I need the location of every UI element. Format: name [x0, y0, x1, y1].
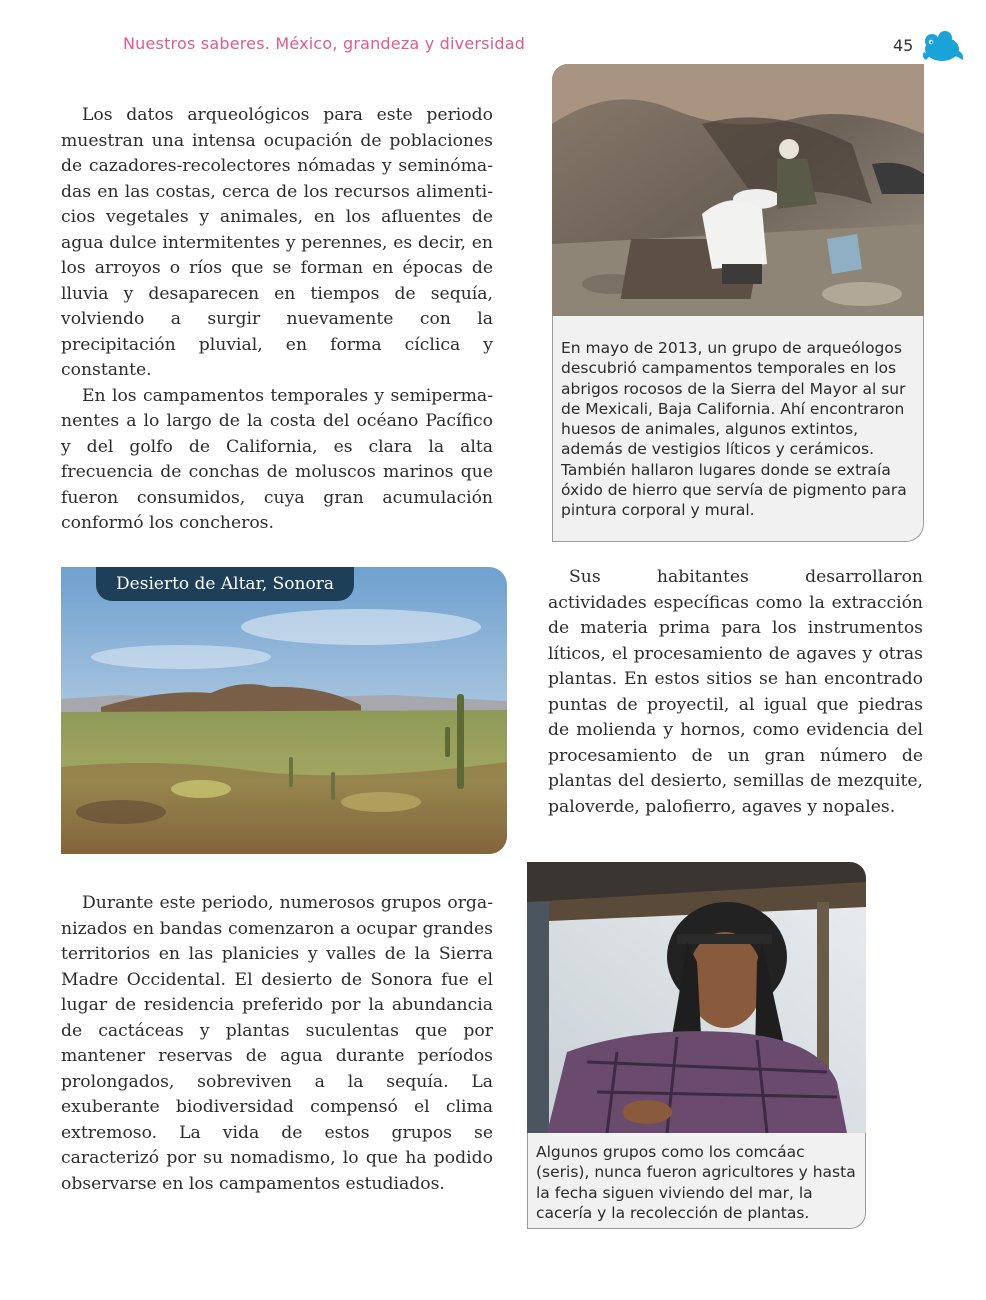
desert-photo: [61, 567, 507, 854]
seri-caption: Algunos grupos como los comcáac (seris), nunca fueron agricultores y hasta la fecha siguen viviendo del mar, la cacería y la recolección de plantas.: [527, 1133, 866, 1229]
paragraph: Los datos arqueológicos para este periodo muestran una intensa ocupación de poblaciones de cazadores-recolectores nómadas y seminómadas en las costas, cerca de los recursos alimenticios vegetales y animales, en los afluentes de agua dulce intermitentes y perennes, es decir, en los arroyos o ríos que se forman en épocas de lluvia y desaparecen en tiempos de sequía, volviendo a surgir nuevamente con la precipitación pluvial, en forma cíclica y constante.: [61, 105, 493, 380]
running-header: Nuestros saberes. México, grandeza y diversidad: [123, 34, 526, 53]
blue-character-icon: [920, 30, 966, 64]
text-block-intro: [61, 103, 493, 537]
desert-photo-label: Desierto de Altar, Sonora: [96, 567, 354, 601]
seri-man-photo: [527, 862, 866, 1133]
paragraph: En los campamentos temporales y semipermanentes a lo largo de la costa del océano Pacífico y del golfo de California, es clara la alta frecuencia de conchas de moluscos marinos que fueron consumidos, cuya gran acumulación conformó los concheros.: [61, 385, 493, 533]
text-block-activities: [548, 565, 923, 820]
text-block-nomadism: [61, 891, 493, 1197]
archaeologists-caption: En mayo de 2013, un grupo de arqueólogos descubrió campamentos temporales en los abrigos rocosos de la Sierra del Mayor al sur de Mexicali, Baja California. Ahí encontraron huesos de animales, algunos extintos, además de vestigios líticos y cerámicos. También hallaron lugares donde se extraía óxido de hierro que servía de pigmento para pintura corporal y mural.: [552, 316, 924, 542]
paragraph: Durante este periodo, numerosos grupos organizados en bandas comenzaron a ocupar grandes territorios en las planicies y valles de la Sierra Madre Occidental. El desierto de Sonora fue el lugar de residencia preferido por la abundancia de cactáceas y plantas suculentas que por mantener reservas de agua durante períodos prolongados, sobreviven a la sequía. La exuberante biodiversidad compensó el clima extremoso. La vida de estos grupos se caracterizó por su nomadismo, lo que ha podido observarse en los campamentos estudiados.: [61, 893, 493, 1194]
archaeologists-photo: [552, 64, 924, 316]
page-number: 45: [893, 36, 914, 55]
paragraph: Sus habitantes desarrollaron actividades específicas como la extracción de materia prima para los instrumentos líticos, el procesamiento de agaves y otras plantas. En estos sitios se han encontrado puntas de proyectil, al igual que piedras de molienda y hornos, como evidencia del procesamiento de un gran número de plantas del desierto, semillas de mezquite, paloverde, palofierro, agaves y nopales.: [548, 567, 923, 817]
